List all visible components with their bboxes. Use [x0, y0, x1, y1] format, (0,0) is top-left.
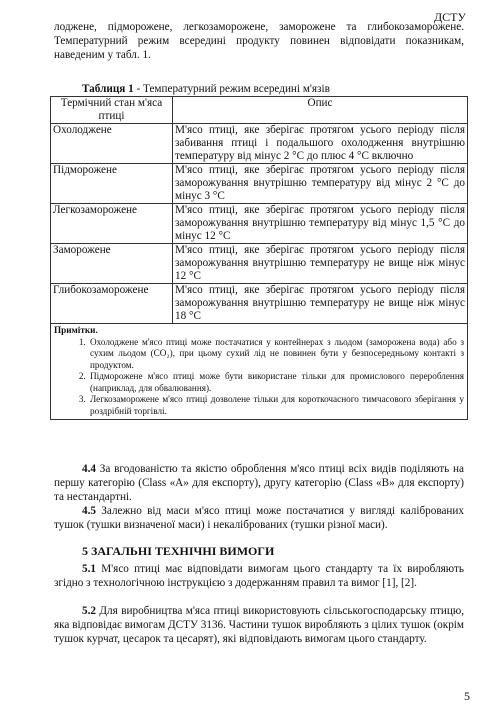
row-description: М'ясо птиці, яке зберігає протягом усього періоду після заморожування внутрішню температуру не вище ніж мінус 18 °С	[173, 284, 468, 324]
table-caption-text: - Температурний режим всередині м'язів	[133, 83, 330, 95]
row-description: М'ясо птиці, яке зберігає протягом усього періоду після заморожування внутрішню температуру не вище ніж мінус 12 °С	[173, 244, 468, 284]
col-header-description: Опис	[173, 97, 468, 124]
temperature-table	[50, 96, 468, 420]
clause-number: 5.2	[82, 605, 96, 617]
clause-text: За вгодованістю та якістю оброблення м'ясо птиці всіх видів поділяють на першу категорію (Class «А» для експорту), другу категорію (Class «В» для експорту) та нестандартні.	[54, 463, 464, 504]
table-row	[51, 124, 468, 164]
table-notes	[51, 324, 468, 420]
row-description: М'ясо птиці, яке зберігає протягом усього періоду після забивання птиці і подальшого охолодження внутрішню температуру від мінус 2 °С до плюс 4 °С включно	[173, 124, 468, 164]
row-state: Заморожене	[51, 244, 173, 284]
row-description: М'ясо птиці, яке зберігає протягом усього періоду після заморожування внутрішню температуру від мінус 1,5 °С до мінус 12 °С	[173, 204, 468, 244]
paragraph-5-1	[54, 562, 464, 590]
paragraph-5-2	[54, 604, 464, 647]
notes-title: Примітки.	[54, 325, 98, 335]
notes-list	[54, 337, 464, 418]
table-row	[51, 284, 468, 324]
table-row	[51, 164, 468, 204]
clause-number: 4.4	[82, 463, 96, 475]
table-row	[51, 244, 468, 284]
table-header-row	[51, 97, 468, 124]
section-5-title: 5 ЗАГАЛЬНІ ТЕХНІЧНІ ВИМОГИ	[82, 544, 275, 558]
row-state: Підморожене	[51, 164, 173, 204]
clause-text: Для виробництва м'яса птиці використовують сільськогосподарську птицю, яка відповідає вимогам ДСТУ 3136. Частини тушок виробляють з цілих тушок (окрім тушок курчат, цесарок та цесарят), які відповідають вимогам цього стандарту.	[54, 605, 464, 646]
table-caption-label: Таблиця 1	[82, 83, 134, 95]
row-state: Охолоджене	[51, 124, 173, 164]
table-caption	[82, 82, 330, 96]
standard-header: ДСТУ	[433, 10, 466, 24]
row-description: М'ясо птиці, яке зберігає протягом усього періоду після заморожування внутрішню температуру від мінус 2 °С до мінус 3 °С	[173, 164, 468, 204]
clause-text: М'ясо птиці має відповідати вимогам цього стандарту та їх виробляють згідно з технологічною інструкцією з додержанням правил та вимог [1], [2].	[54, 563, 464, 590]
table-notes-row	[51, 324, 468, 420]
col-header-state: Термічний стан м'яса птиці	[51, 97, 173, 124]
paragraph-4-5	[54, 504, 464, 532]
note-item: 2. Підморожене м'ясо птиці може бути використане тільки для промислового перероблення (наприклад, для обвалювання).	[88, 371, 464, 394]
intro-paragraph: лоджене, підморожене, легкозаморожене, заморожене та глибокозаморожене. Температурний режим всередині продукту повинен відповідати показникам, наведеним у табл. 1.	[54, 21, 464, 62]
page-number: 5	[464, 689, 470, 703]
note-item: 1. Охолоджене м'ясо птиці може постачатися у контейнерах з льодом (заморожена вода) або з сухим льодом (CO₂), при цьому сухий лід не повинен бути у безпосередньому контакті з продуктом.	[88, 337, 464, 372]
clause-text: Залежно від маси м'ясо птиці може постачатися у вигляді каліброваних тушок (тушки визначеної маси) і некаліброваних (тушки різної маси).	[54, 505, 464, 532]
row-state: Легкозаморожене	[51, 204, 173, 244]
clause-number: 5.1	[82, 563, 96, 575]
clause-number: 4.5	[82, 505, 96, 517]
note-item: 3. Легкозаморожене м'ясо птиці дозволене тільки для короткочасного тимчасового зберігання у роздрібній торгівлі.	[88, 394, 464, 417]
paragraph-4-4	[54, 462, 464, 505]
table-row	[51, 204, 468, 244]
row-state: Глибокозаморожене	[51, 284, 173, 324]
